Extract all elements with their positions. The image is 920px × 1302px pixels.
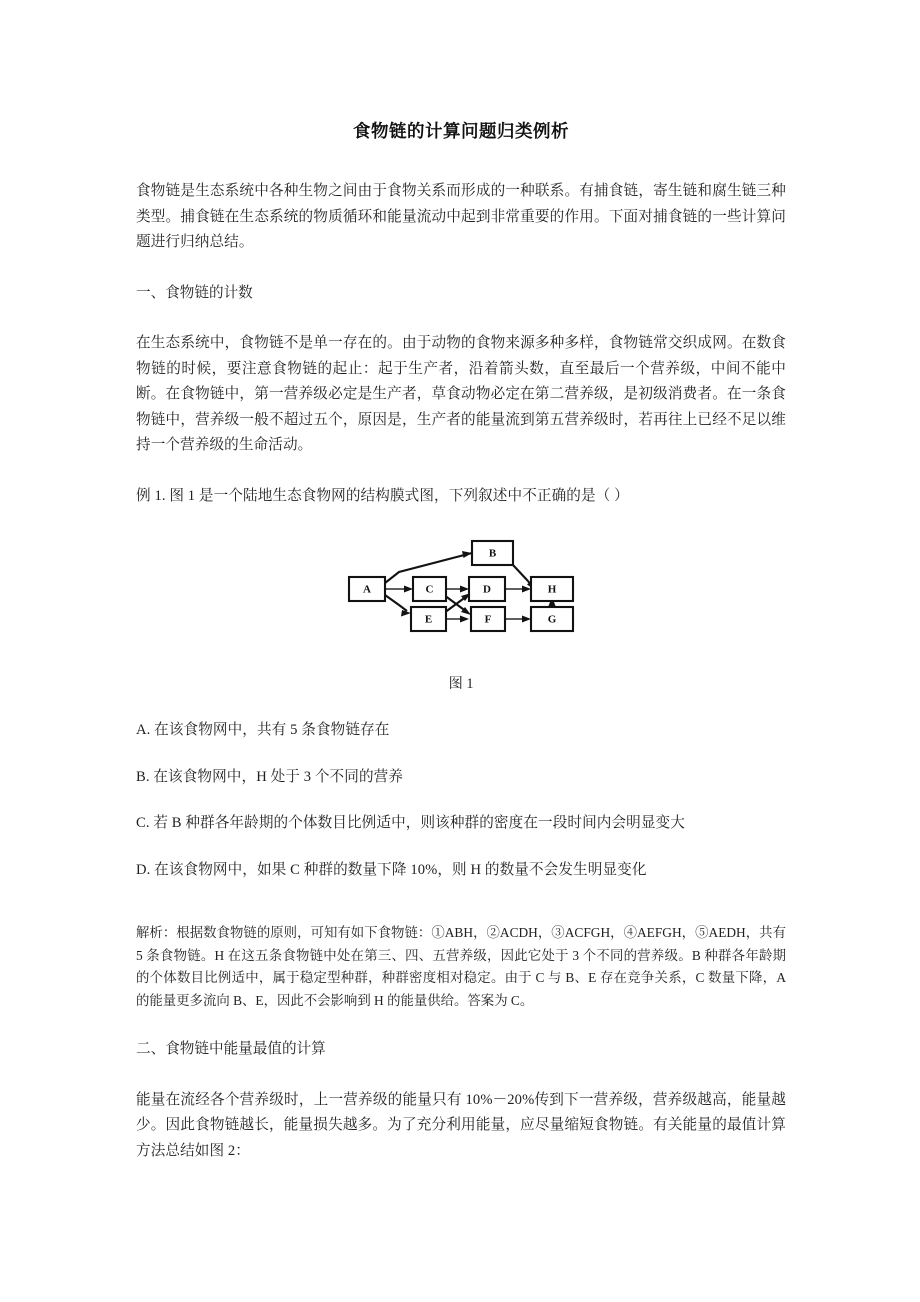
node-C (413, 577, 446, 601)
section-heading-2: 二、食物链中能量最值的计算 (136, 1041, 326, 1057)
node-H-label: H (547, 583, 557, 596)
edge-A-to-E (385, 595, 411, 617)
section-1-body: 在生态系统中，食物链不是单一存在的。由于动物的食物来源多种多样，食物链常交织成网。在数食物链的时候，要注意食物链的起止：起于生产者，沿着箭头数，直至最后一个营养级，中间不能中断。在食物链中，第一营养级必定是生产者，草食动物必定在第二营养级，是初级消费者。在一条食物链中，营养级一般不超过五个，原因是，生产者的能量流到第五营养级时，若再往上已经不足以维持一个营养级的生命活动。 (136, 335, 786, 453)
spacer (136, 509, 786, 527)
node-D-label: D (483, 583, 491, 596)
option-b: B. 在该食物网中，H 处于 3 个不同的营养 (136, 768, 404, 785)
node-E-label: E (424, 613, 433, 626)
figure-1 (136, 527, 786, 637)
node-B (472, 541, 513, 565)
node-C-label: C (425, 583, 434, 596)
node-G (531, 607, 573, 631)
node-F-label: F (484, 613, 492, 626)
spacer (136, 459, 786, 484)
options-list (136, 718, 786, 883)
section-heading-1: 一、食物链的计数 (136, 284, 253, 301)
edge-E-to-F (446, 616, 469, 623)
node-B-label: B (488, 547, 497, 560)
figure-1-caption: 图 1 (448, 676, 474, 692)
spacer (136, 306, 786, 331)
option-c: C. 若 B 种群各年龄期的个体数目比例适中，则该种群的密度在一段时间内会明显变大 (136, 815, 685, 831)
node-F (471, 607, 505, 631)
edge-C-to-D (446, 586, 469, 593)
option-a: A. 在该食物网中，共有 5 条食物链存在 (136, 722, 390, 738)
spacer (136, 904, 786, 922)
page-title: 食物链的计算问题归类例析 (353, 121, 569, 141)
spacer (136, 637, 786, 673)
edge-F-to-G (505, 616, 531, 623)
node-D (469, 577, 505, 601)
spacer (136, 1063, 786, 1088)
analysis-paragraph: 解析：根据数食物链的原则，可知有如下食物链：①ABH，②ACDH，③ACFGH，④AEFGH，⑤AEDH，共有 5 条食物链。H 在这五条食物链中处在第三、四、五营养级，因此它处于 3 个不同的营养级。B 种群各年龄期的个体数目比例适中，属于稳定型种群，种群密度相对稳定。由于 C 与 B、E 存在竞争关系，C 数量下降，A 的能量更多流向 B、E，因此不会影响到 H 的能量供给。答案为 C。 (136, 925, 786, 1008)
node-H (531, 577, 573, 601)
spacer (136, 143, 786, 179)
node-E (411, 607, 446, 631)
spacer (136, 1012, 786, 1037)
edge-D-to-H (505, 586, 531, 593)
node-G-label: G (547, 613, 557, 626)
intro-paragraph: 食物链是生态系统中各种生物之间由于食物关系而形成的一种联系。有捕食链，寄生链和腐生链三种类型。捕食链在生态系统的物质循环和能量流动中起到非常重要的作用。下面对捕食链的一些计算问题进行归纳总结。 (136, 183, 786, 250)
node-A-label: A (363, 583, 371, 596)
node-A (349, 577, 385, 601)
edge-A-to-C (385, 586, 413, 593)
example-1-stem: 例 1. 图 1 是一个陆地生态食物网的结构膜式图，下列叙述中不正确的是（ ） (136, 487, 629, 504)
option-d: D. 在该食物网中，如果 C 种群的数量下降 10%，则 H 的数量不会发生明显变化 (136, 861, 647, 878)
spacer (136, 693, 786, 718)
section-2-body: 能量在流经各个营养级时，上一营养级的能量只有 10%－20%传到下一营养级，营养级越高，能量越少。因此食物链越长，能量损失越多。为了充分利用能量，应尽量缩短食物链。有关能量的最值计算方法总结如图 2： (136, 1091, 786, 1159)
food-web-diagram (341, 527, 581, 637)
document-content (136, 0, 786, 1164)
spacer (136, 256, 786, 281)
